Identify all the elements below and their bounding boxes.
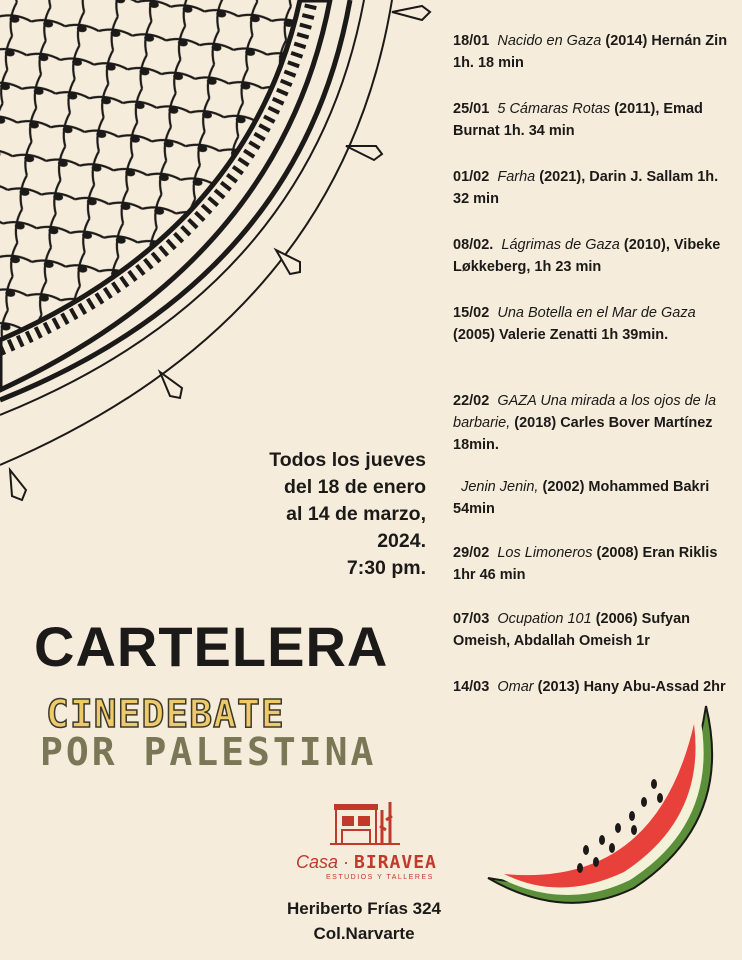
film-item: 01/02 Farha (2021), Darin J. Sallam 1h. 32 min <box>453 169 719 207</box>
film-item: 08/02. Lágrimas de Gaza (2010), Vibeke Løkkeberg, 1h 23 min <box>453 237 721 275</box>
film-item: 15/02 Una Botella en el Mar de Gaza (2005) Valerie Zenatti 1h 39min. <box>453 305 696 343</box>
schedule-text <box>230 447 426 582</box>
address-line: Heriberto Frías 324 <box>286 899 441 918</box>
venue-tagline: ESTUDIOS Y TALLERES <box>326 874 434 881</box>
watermelon-illustration <box>484 702 732 912</box>
film-item: Jenin Jenin, (2002) Mohammed Bakri 54min <box>453 479 710 517</box>
schedule-line: Todos los jueves <box>269 449 426 471</box>
film-item: 14/03 Omar (2013) Hany Abu-Assad 2hr <box>453 679 726 695</box>
keffiyeh-illustration <box>0 0 440 510</box>
subtitle-por-palestina: POR PALESTINA <box>40 730 377 774</box>
headline: CARTELERA <box>34 615 389 678</box>
venue-name-bold: BIRAVEA <box>354 852 437 873</box>
film-item: 22/02 GAZA Una mirada a los ojos de la barbarie, (2018) Carles Bover Martínez 18min. <box>453 393 717 453</box>
schedule-line: al 14 de marzo, <box>286 503 426 525</box>
schedule-line: 2024. <box>377 530 426 552</box>
venue-name-script: Casa <box>296 852 339 872</box>
film-item: 25/01 5 Cámaras Rotas (2011), Emad Burnat 1h. 34 min <box>453 101 703 139</box>
schedule-line: 7:30 pm. <box>346 557 426 579</box>
film-item: 29/02 Los Limoneros (2008) Eran Riklis 1hr 46 min <box>453 545 718 583</box>
subtitle-cinedebate: CINEDEBATE <box>46 692 285 736</box>
schedule-line: del 18 de enero <box>284 476 426 498</box>
film-item: 07/03 Ocupation 101 (2006) Sufyan Omeish, Abdallah Omeish 1r <box>453 611 691 649</box>
address <box>272 896 456 946</box>
film-item: 18/01 Nacido en Gaza (2014) Hernán Zin 1h. 18 min <box>453 33 728 71</box>
venue-name: Casa · BIRAVEA <box>296 852 437 873</box>
address-line: Col.Narvarte <box>313 924 415 943</box>
